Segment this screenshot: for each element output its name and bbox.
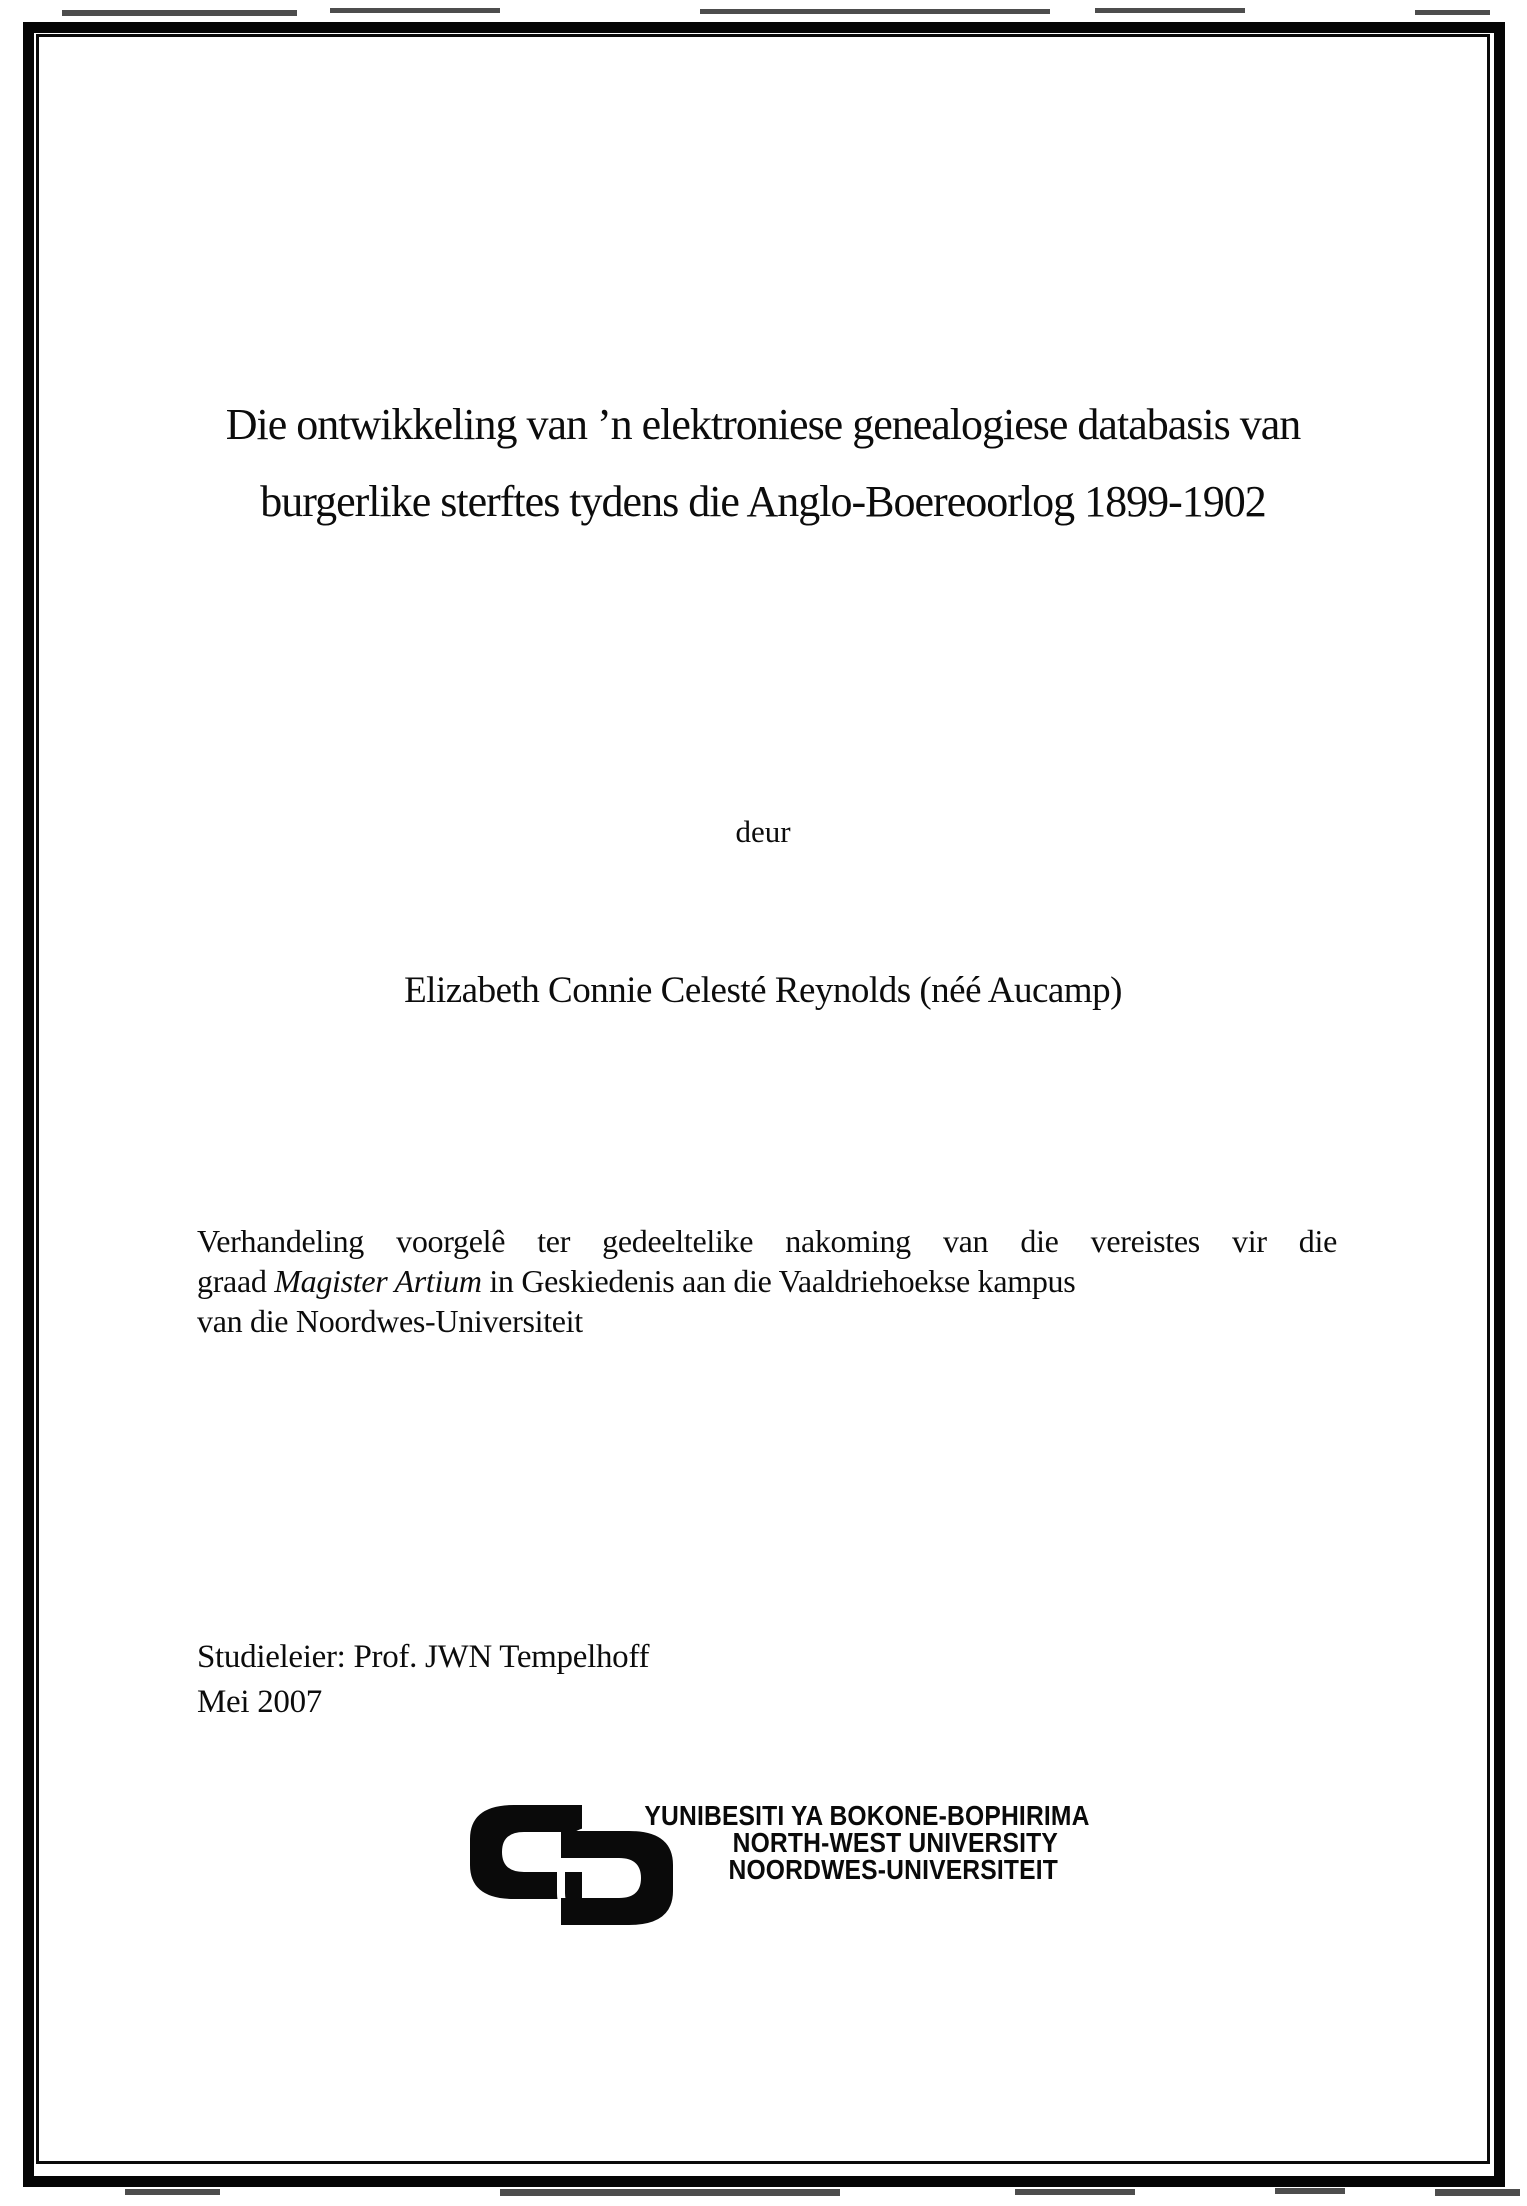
logo-line-afrikaans: NOORDWES-UNIVERSITEIT <box>728 1854 1058 1885</box>
date-line: Mei 2007 <box>197 1684 323 1720</box>
supervisor-line: Studieleier: Prof. JWN Tempelhoff <box>197 1639 650 1675</box>
title-line-1: Die ontwikkeling van ’n elektroniese genealogiese databasis van <box>225 400 1301 449</box>
scan-artifact <box>1435 2189 1520 2196</box>
logo-line-english: NORTH-WEST UNIVERSITY <box>732 1827 1058 1858</box>
statement-line-2 <box>197 1261 1337 1301</box>
byline-deur: deur <box>735 814 791 849</box>
scan-artifact <box>1275 2188 1345 2194</box>
author-name: Elizabeth Connie Celesté Reynolds (néé Aucamp) <box>404 970 1122 1011</box>
nwu-logo-wordmark <box>588 1800 1090 1885</box>
statement-line-3: van die Noordwes-Universiteit <box>197 1303 583 1339</box>
scan-artifact <box>1015 2189 1135 2195</box>
logo-line-setswana: YUNIBESITI YA BOKONE-BOPHIRIMA <box>644 1800 1090 1831</box>
statement-line-2-suffix: in Geskiedenis aan die Vaaldriehoekse kampus <box>481 1263 1076 1299</box>
scan-artifact <box>500 2189 840 2196</box>
scan-artifact <box>125 2189 220 2195</box>
statement-line-1: Verhandeling voorgelê ter gedeeltelike nakoming van die vereistes vir die <box>197 1223 1337 1259</box>
supervisor-block <box>197 1635 649 1725</box>
scan-artifact <box>330 8 500 13</box>
scan-artifact <box>700 9 1050 14</box>
thesis-title <box>36 386 1490 540</box>
degree-statement <box>197 1221 1337 1341</box>
statement-line-2-prefix: graad <box>197 1263 275 1299</box>
scan-artifact <box>62 10 297 16</box>
scan-artifact <box>1415 10 1490 15</box>
scan-artifact <box>1095 8 1245 13</box>
statement-degree-name: Magister Artium <box>274 1263 482 1299</box>
north-west-university-logo <box>470 1800 1090 1932</box>
title-line-2: burgerlike sterftes tydens die Anglo-Boereoorlog 1899-1902 <box>260 477 1266 526</box>
